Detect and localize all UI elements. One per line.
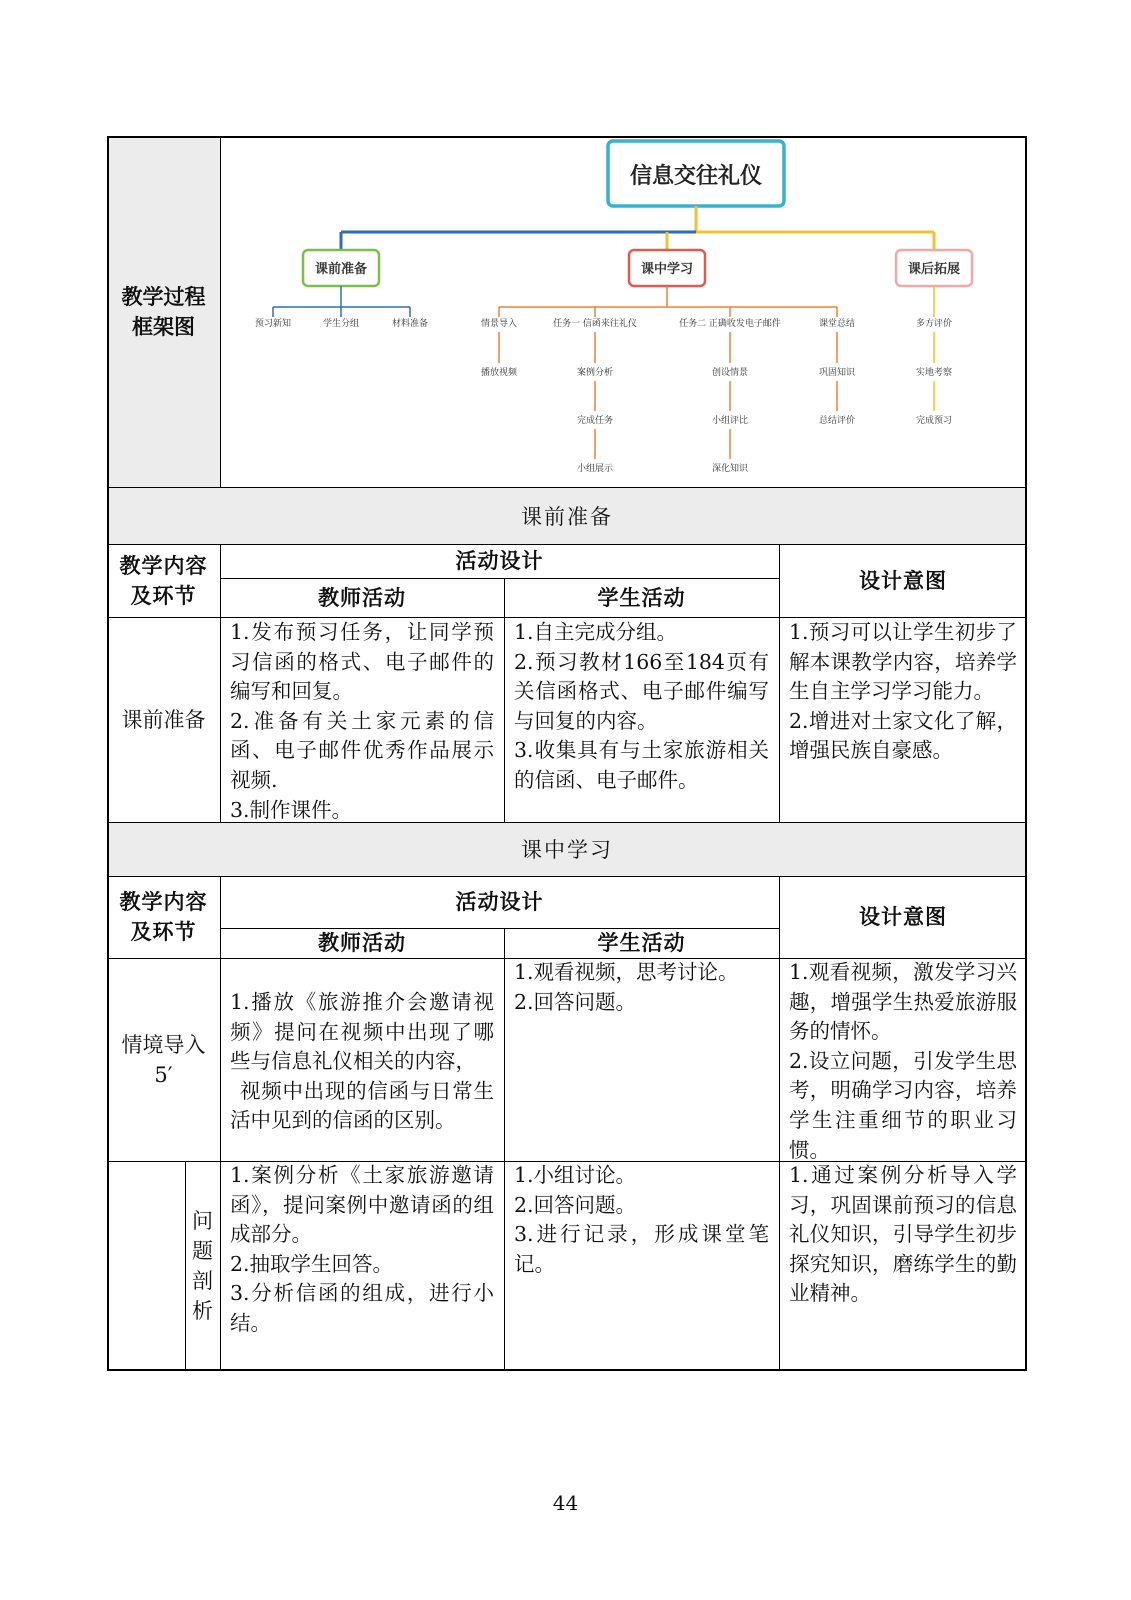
section2-row2-intent — [779, 1161, 1027, 1309]
list-item: 3.制作课件。 — [230, 797, 353, 822]
leaf-node: 完成任务 — [576, 416, 614, 426]
branch-node-label: 课后拓展 — [907, 262, 961, 277]
list-item: 1.小组讨论。 — [514, 1163, 637, 1187]
leaf-node: 预习新知 — [254, 319, 292, 329]
leaf-node: 任务一 信函来往礼仪 — [553, 319, 637, 329]
leaf-node: 创设情景 — [711, 368, 749, 378]
list-item: 2.设立问题，引发学生思考，明确学习内容，培养学生注重细节的职业习惯。 — [789, 1048, 1017, 1162]
list-item: 1.播放《旅游推介会邀请视频》提问在视频中出现了哪些与信息礼仪相关的内容， — [230, 990, 494, 1074]
list-item: 1.案例分析《土家旅游邀请函》，提问案例中邀请函的组成部分。 — [230, 1163, 494, 1247]
leaf-node: 多方评价 — [915, 319, 953, 329]
section1-student-activity — [504, 618, 779, 796]
list-item: 3.收集具有与土家旅游相关的信函、电子邮件。 — [514, 738, 769, 792]
leaf-node: 案例分析 — [576, 368, 614, 378]
framework-diagram — [221, 137, 1026, 486]
list-item: 2.抽取学生回答。 — [230, 1251, 394, 1276]
section1-intent — [779, 618, 1027, 766]
section1-header-student: 学生活动 — [597, 584, 686, 610]
list-item: 3.进行记录，形成课堂笔记。 — [514, 1222, 769, 1276]
leaf-node: 情景导入 — [480, 319, 518, 329]
section1-header-intent: 设计意图 — [859, 567, 947, 593]
section2-header-teacher: 教师活动 — [318, 930, 406, 955]
section2-row1-label: 情境导入 5′ — [121, 1032, 206, 1087]
section2-header-activity: 活动设计 — [455, 889, 544, 914]
framework-label: 教学过程 框架图 — [121, 283, 206, 339]
section1-teacher-activity — [220, 618, 504, 825]
section2-title: 课中学习 — [521, 838, 613, 862]
section1-header-activity: 活动设计 — [455, 548, 544, 573]
section2-row1-student — [504, 958, 779, 1017]
section2-header-content: 教学内容 及环节 — [119, 889, 208, 944]
leaf-node: 实地考察 — [915, 368, 953, 378]
list-item: 1.发布预习任务，让同学预习信函的格式、电子邮件的编写和回复。 — [230, 620, 494, 704]
section1-title: 课前准备 — [521, 504, 613, 529]
list-item: 1.观看视频，激发学习兴趣，增强学生热爱旅游服务的情怀。 — [789, 960, 1017, 1044]
section1-header-content: 教学内容 及环节 — [119, 552, 208, 608]
leaf-node: 完成预习 — [915, 416, 953, 426]
list-item: 2.增进对土家文化了解，增强民族自豪感。 — [789, 708, 1017, 763]
branch-node-label: 课前准备 — [314, 262, 368, 277]
list-item: 2.预习教材166至184页有关信函格式、电子邮件编写与回复的内容。 — [514, 649, 769, 733]
section1-header-teacher: 教师活动 — [318, 584, 406, 610]
section2-row1-teacher — [220, 988, 504, 1136]
list-item: 2.回答问题。 — [514, 1192, 637, 1217]
list-item: 1.观看视频，思考讨论。 — [514, 960, 739, 984]
leaf-node: 课堂总结 — [818, 319, 856, 329]
section1-row-label: 课前准备 — [121, 707, 206, 732]
section2-row1-intent — [779, 958, 1027, 1165]
leaf-node: 小组评比 — [711, 416, 749, 426]
leaf-node: 巩固知识 — [818, 368, 856, 378]
branch-node-label: 课中学习 — [640, 262, 694, 277]
page-number: 44 — [552, 1491, 579, 1515]
list-item: 视频中出现的信函与日常生活中见到的信函的区别。 — [230, 1078, 494, 1133]
section2-row2-label — [185, 1161, 220, 1371]
section2-row2-student — [504, 1161, 779, 1279]
leaf-node: 材料准备 — [391, 319, 429, 329]
leaf-node: 总结评价 — [818, 416, 856, 426]
section2-row2-teacher — [220, 1161, 504, 1339]
list-item: 1.预习可以让学生初步了解本课教学内容，培养学生自主学习学习能力。 — [789, 620, 1017, 704]
list-item: 3.分析信函的组成，进行小结。 — [230, 1281, 494, 1335]
leaf-node: 任务二 正确收发电子邮件 — [679, 319, 781, 329]
leaf-node: 深化知识 — [711, 464, 749, 474]
leaf-node: 小组展示 — [576, 464, 614, 474]
list-item: 1.通过案例分析导入学习，巩固课前预习的信息礼仪知识，引导学生初步探究知识，磨练学生的勤业精神。 — [789, 1163, 1017, 1306]
list-item: 2.准备有关土家元素的信函、电子邮件优秀作品展示视频. — [230, 708, 494, 792]
list-item: 2.回答问题。 — [514, 989, 637, 1014]
section2-header-intent: 设计意图 — [859, 904, 947, 929]
leaf-node: 播放视频 — [480, 368, 518, 378]
section2-row2-label-text: 问题剖析 — [192, 1209, 213, 1323]
root-node-label: 信息交往礼仪 — [629, 164, 763, 189]
lesson-plan-table — [107, 136, 1027, 1371]
list-item: 1.自主完成分组。 — [514, 620, 678, 644]
leaf-node: 学生分组 — [322, 319, 360, 329]
section2-header-student: 学生活动 — [597, 930, 686, 955]
